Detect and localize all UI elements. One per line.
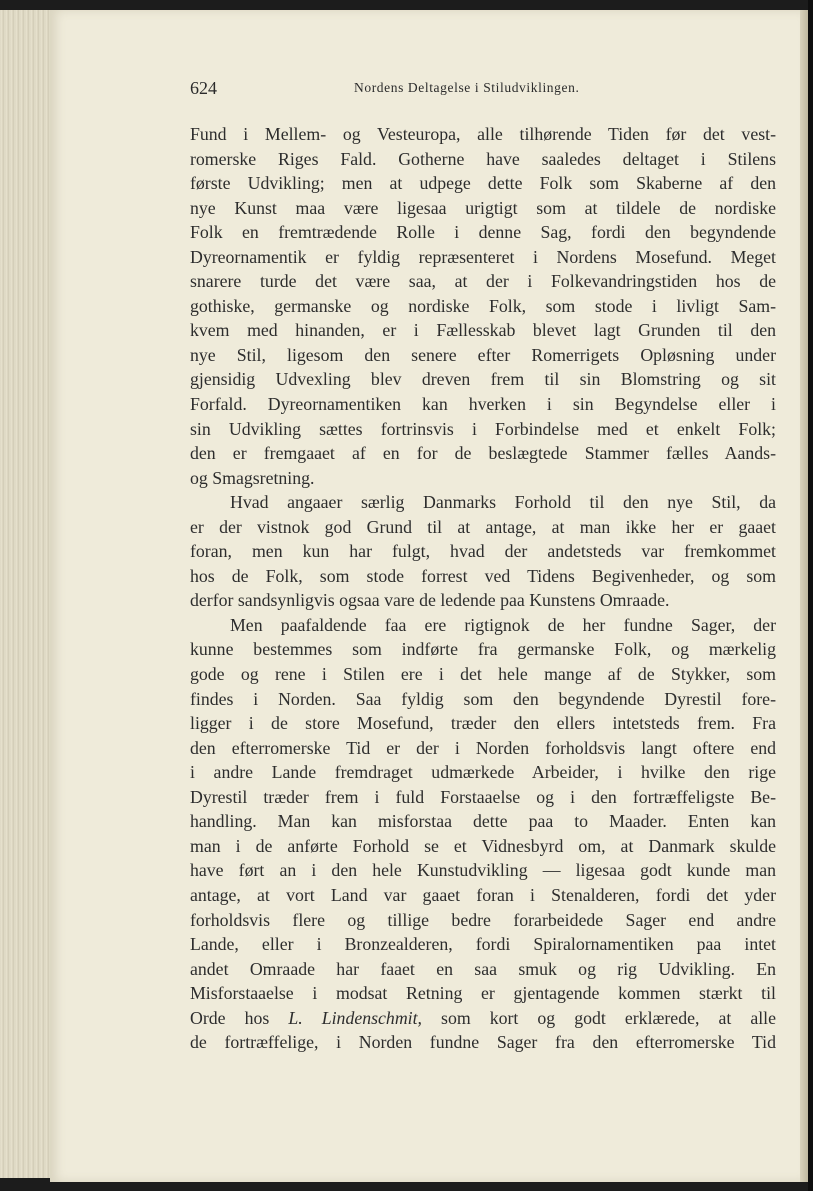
text-line: gothiske, germanske og nordiske Folk, som stode i livligt Sam-: [190, 295, 776, 316]
running-title: Nordens Deltagelse i Stiludviklingen.: [354, 80, 580, 95]
text-line: kunne bestemmes som indførte fra germanske Folk, og mærkelig: [190, 639, 776, 660]
scan-border: [808, 0, 813, 1191]
page-number: 624: [190, 78, 217, 98]
author-name: L. Lindenschmit,: [288, 1007, 422, 1028]
text-line: nye Stil, ligesom den senere efter Romerrigets Opløsning under: [190, 344, 776, 365]
text-line: findes i Norden. Saa fyldig som den begyndende Dyrestil fore-: [190, 688, 776, 709]
text-line: nye Kunst maa være ligesaa urigtigt som at tildele de nordiske: [190, 197, 776, 218]
text-line: Lande, eller i Bronzealderen, fordi Spiralornamentiken paa intet: [190, 934, 776, 955]
text-line: romerske Riges Fald. Gotherne have saaledes deltaget i Stilens: [190, 148, 776, 169]
text-fragment: som kort og godt erklærede, at alle: [421, 1007, 776, 1028]
text-line: hos de Folk, som stode forrest ved Tidens Begivenheder, og som: [190, 565, 776, 586]
text-line: ligger i de store Mosefund, træder den ellers intetsteds frem. Fra: [190, 713, 776, 734]
page-right-edge: [800, 10, 808, 1182]
text-line-with-author: [190, 1006, 776, 1031]
text-line: snarere turde det være saa, at der i Folkevandringstiden hos de: [190, 271, 776, 292]
text-line: første Udvikling; men at udpege dette Folk som Skaberne af den: [190, 173, 776, 194]
text-line: antage, at vort Land var gaaet foran i Stenalderen, fordi det yder: [190, 884, 776, 905]
text-line: er der vistnok god Grund til at antage, at man ikke her er gaaet: [190, 516, 776, 537]
text-line: andet Omraade har faaet en saa smuk og rig Udvikling. En: [190, 958, 776, 979]
text-line: Forfald. Dyreornamentiken kan hverken i sin Begyndelse eller i: [190, 394, 776, 415]
text-line: man i de anførte Forhold se et Vidnesbyrd om, at Danmark skulde: [190, 835, 776, 856]
text-line: Folk en fremtrædende Rolle i denne Sag, fordi den begyndende: [190, 222, 776, 243]
text-line: kvem med hinanden, er i Fællesskab blevet lagt Grunden til den: [190, 320, 776, 341]
text-fragment: Orde hos: [190, 1007, 289, 1028]
text-line: foran, men kun har fulgt, hvad der andetsteds var fremkommet: [190, 541, 776, 562]
text-line: derfor sandsynligvis ogsaa vare de ledende paa Kunstens Omraade.: [190, 590, 670, 611]
text-line: den er fremgaaet af en for de beslægtede Stammer fælles Aands-: [190, 443, 776, 464]
text-line: gjensidig Udvexling blev dreven frem til sin Blomstring og sit: [190, 369, 776, 390]
text-line: have ført an i den hele Kunstudvikling — ligesaa godt kunde man: [190, 860, 776, 881]
text-line: gode og rene i Stilen ere i det hele mange af de Stykker, som: [190, 664, 776, 685]
text-line: Fund i Mellem- og Vesteuropa, alle tilhørende Tiden før det vest-: [190, 124, 776, 144]
body-text: [190, 122, 776, 1055]
text-line: og Smagsretning.: [190, 467, 315, 488]
text-line: i andre Lande fremdraget udmærkede Arbeider, i hvilke den rige: [190, 762, 776, 783]
text-line: sin Udvikling sættes fortrinsvis i Forbindelse med et enkelt Folk;: [190, 418, 776, 439]
text-line: Men paafaldende faa ere rigtignok de her fundne Sager, der: [230, 614, 776, 635]
text-line: handling. Man kan misforstaa dette paa to Maader. Enten kan: [190, 811, 776, 832]
text-line: forholdsvis flere og tillige bedre forarbeidede Sager end andre: [190, 909, 776, 930]
text-line: den efterromerske Tid er der i Norden forholdsvis langt oftere end: [190, 737, 776, 758]
text-line: Misforstaaelse i modsat Retning er gjentagende kommen stærkt til: [190, 983, 776, 1004]
text-line: Dyrestil træder frem i fuld Forstaaelse og i den fortræffeligste Be-: [190, 786, 776, 807]
page-header: [190, 78, 780, 106]
text-line: Hvad angaaer særlig Danmarks Forhold til den nye Stil, da: [230, 492, 776, 513]
text-line: Dyreornamentik er fyldig repræsenteret i Nordens Mosefund. Meget: [190, 246, 776, 267]
text-line: de fortræffelige, i Norden fundne Sager fra den efterromerske Tid: [190, 1032, 776, 1053]
